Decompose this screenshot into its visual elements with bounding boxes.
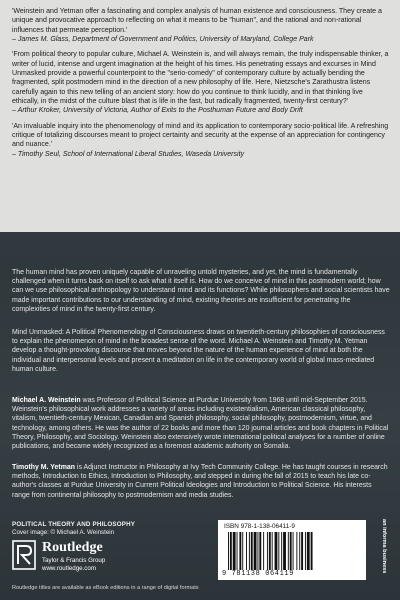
description-paragraph-1: The human mind has proven uniquely capable of unraveling untold mysteries, and yet, the mind is fundamentally challenged when it turns back on itself to ask what it itself is. How do we conceive of mind in this postmodern world; how can we use philosophical anthropology to understand mind and its functions? While philosophers and social scientists have made important contributions to our understanding of mind, existing theories are insufficient for penetrating the complexities of mind in the twenty-first century. <box>12 269 390 313</box>
endorsement-panel <box>0 0 400 232</box>
author-name: Michael A. Weinstein <box>12 397 81 404</box>
quote-attribution: – Timothy Seul, School of International Liberal Studies, Waseda University <box>12 150 245 158</box>
publisher-logo <box>12 538 162 578</box>
author-bio-1 <box>12 396 390 451</box>
routledge-logo-icon <box>12 540 36 570</box>
author-name: Timothy M. Yetman <box>12 464 75 471</box>
isbn-label: ISBN 978-1-138-06411-9 <box>224 523 295 530</box>
series-name: POLITICAL THEORY AND PHILOSOPHY <box>12 521 136 528</box>
quote-attribution: – James M. Glass, Department of Government and Politics, University of Maryland, College Park <box>12 36 314 44</box>
quote-text: 'An invaluable inquiry into the phenomenology of mind and its application to contemporary socio-political life. A refreshing critique of totalizing discourses meant to project certainty and security at the expense of an appreciation for contingency and nuance.' <box>12 122 389 149</box>
isbn-barcode-box <box>218 520 366 580</box>
barcode-digits: 9 781138 064119 <box>222 570 295 578</box>
quote-text: 'From political theory to popular culture, Michael A. Weinstein is, and will always remain, the truly indispensable thinker, a writer of lucid, intense and urgent imagination at the height of his times. His penetrating essays and excurses in Mind Unmasked provide a powerful counterpoint to the "serio-comedy" of contemporary culture by actually bending the fragmented, split postmodern mind in the direction of a new philosophy of life. Here, Nietzsche's Zarathustra listens carefully again to this new telling of an ancient story: how do you continue to think lucidly, and in that thinking live ethically, in the midst of the culture blast that is life in the fast, but radically fragmented, twenty-first century?' <box>12 51 389 106</box>
quote-attribution: – Arthur Kroker, University of Victoria, Author of Exits to the Posthuman Future and Body Drift <box>12 107 303 115</box>
endorsement-quote-2 <box>12 50 390 115</box>
author-bio-2 <box>12 463 390 500</box>
quote-text: 'Weinstein and Yetman offer a fascinating and complex analysis of human existence and consciousness. They create a unique and provocative approach to reflecting on what it means to be "human", and the rational and non-rational influences that permeate perception.' <box>12 8 382 34</box>
author-bio-text: was Professor of Political Science at Purdue University from 1968 until mid-September 2015. Weinstein's philosophical work addresses a variety of areas including existentialism, American classical philosophy, vitalism, twentieth-century Mexican, Canadian and Spanish philosophy, social philosophy, postmodernism, virtue, and technology, among others. He was the author of 22 books and more than 120 journal articles and book chapters in Political Theory, Philosophy, and Sociology. Weinstein also extensively wrote international political analyses for a number of online publications, and became widely recognized as a foremost academic authority on Somalia. <box>12 397 389 451</box>
ebook-note: Routledge titles are available as eBook editions in a range of digital formats <box>12 585 199 591</box>
endorsement-quote-3 <box>12 122 390 159</box>
informa-text: an informa business <box>381 519 387 574</box>
author-bio-text: is Adjunct Instructor in Philosophy at Ivy Tech Community College. He has taught courses in research methods, Introduction to Ethics, Introduction to Philosophy, and stepped in during the fall of 2015 to teach his late co-author's classes at Purdue University in Current Political Ideologies and Introduction to Political Science. His interests range from continental philosophy to postmodernism and media studies. <box>12 464 388 499</box>
series-block <box>12 521 135 537</box>
cover-image-credit: Cover image: © Michael A. Weinstein <box>12 529 115 537</box>
publisher-subtitle: Taylor & Francis Group <box>42 557 106 564</box>
barcode-icon <box>226 532 358 570</box>
publisher-name: Routledge <box>42 540 103 555</box>
endorsement-quote-1 <box>12 7 390 44</box>
publisher-url: www.routledge.com <box>42 565 96 572</box>
description-paragraph-2: Mind Unmasked: A Political Phenomenology of Consciousness draws on twentieth-century philosophies of consciousness to explain the phenomenon of mind in the broadest sense of the word. Michael A. Weinstein and Timothy M. Yetman develop a thought-provoking discourse that moves beyond the nature of the human experience of mind at both the individual and interpersonal levels and present a meditation on life in the contemporary world of global mass-mediated human culture. <box>12 329 385 373</box>
informa-side-label <box>378 519 388 578</box>
